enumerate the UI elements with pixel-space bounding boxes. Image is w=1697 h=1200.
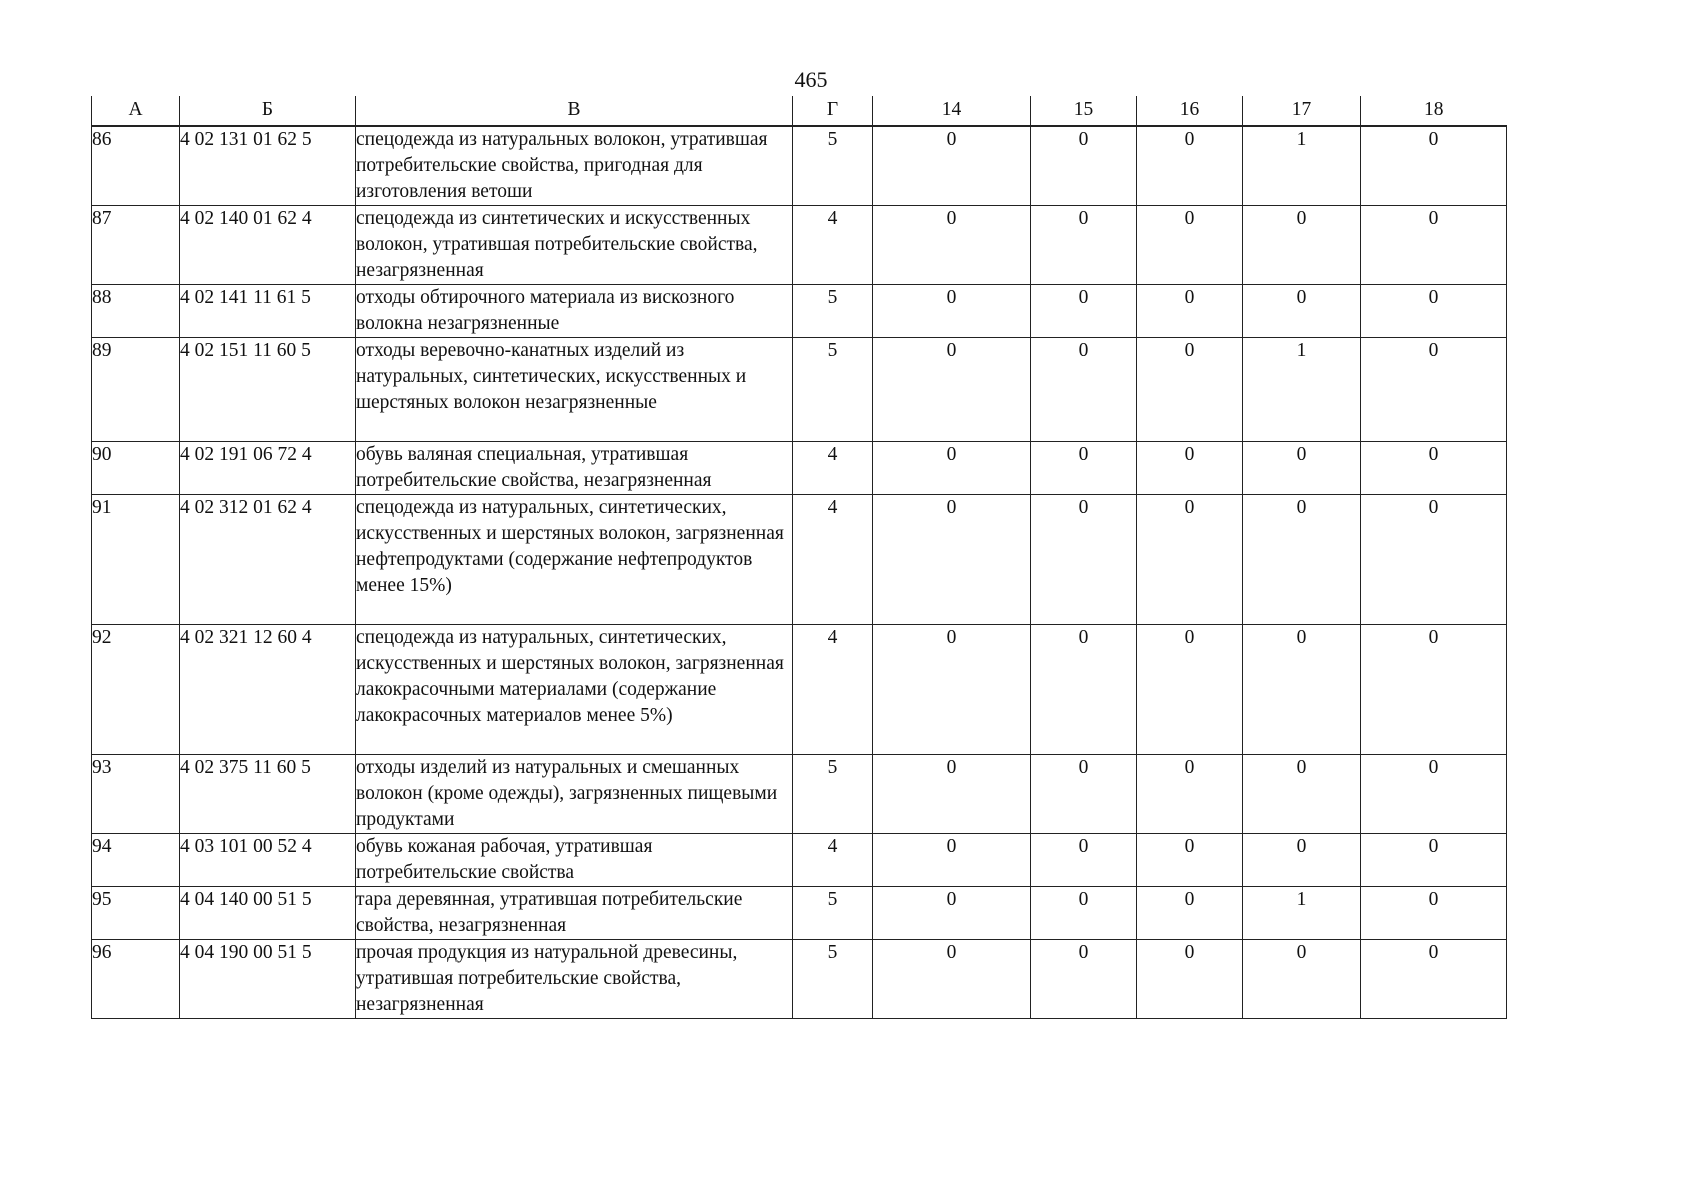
row-number: 96 [92, 940, 180, 1019]
waste-code: 4 03 101 00 52 4 [180, 834, 356, 887]
table-row [92, 206, 1507, 285]
row-number: 95 [92, 887, 180, 940]
cell-16: 0 [1137, 625, 1243, 755]
table-row [92, 442, 1507, 495]
table-row [92, 495, 1507, 625]
waste-description: спецодежда из синтетических и искусственных волокон, утратившая потребительские свойства, незагрязненная [356, 206, 793, 285]
waste-description: прочая продукция из натуральной древесины, утратившая потребительские свойства, незагрязненная [356, 940, 793, 1019]
row-number: 86 [92, 126, 180, 206]
cell-15: 0 [1031, 285, 1137, 338]
cell-17: 0 [1243, 625, 1361, 755]
waste-code: 4 02 191 06 72 4 [180, 442, 356, 495]
col-header-v: В [356, 96, 793, 126]
cell-17: 1 [1243, 338, 1361, 442]
hazard-class: 5 [793, 887, 873, 940]
cell-15: 0 [1031, 940, 1137, 1019]
cell-15: 0 [1031, 338, 1137, 442]
col-header-17: 17 [1243, 96, 1361, 126]
cell-17: 1 [1243, 887, 1361, 940]
waste-code: 4 02 312 01 62 4 [180, 495, 356, 625]
cell-18: 0 [1361, 126, 1507, 206]
waste-description: отходы изделий из натуральных и смешанных волокон (кроме одежды), загрязненных пищевыми продуктами [356, 755, 793, 834]
cell-17: 0 [1243, 755, 1361, 834]
cell-15: 0 [1031, 206, 1137, 285]
cell-16: 0 [1137, 495, 1243, 625]
waste-classification-table [91, 96, 1507, 1019]
cell-14: 0 [873, 940, 1031, 1019]
table-row [92, 285, 1507, 338]
row-number: 90 [92, 442, 180, 495]
waste-description: спецодежда из натуральных волокон, утратившая потребительские свойства, пригодная для изготовления ветоши [356, 126, 793, 206]
cell-14: 0 [873, 495, 1031, 625]
row-number: 87 [92, 206, 180, 285]
col-header-a: А [92, 96, 180, 126]
cell-18: 0 [1361, 625, 1507, 755]
cell-15: 0 [1031, 887, 1137, 940]
cell-17: 0 [1243, 285, 1361, 338]
cell-15: 0 [1031, 442, 1137, 495]
page-number: 465 [794, 67, 828, 92]
row-number: 94 [92, 834, 180, 887]
hazard-class: 4 [793, 206, 873, 285]
cell-16: 0 [1137, 940, 1243, 1019]
cell-14: 0 [873, 285, 1031, 338]
cell-14: 0 [873, 442, 1031, 495]
cell-16: 0 [1137, 285, 1243, 338]
col-header-g: Г [793, 96, 873, 126]
hazard-class: 5 [793, 755, 873, 834]
cell-18: 0 [1361, 940, 1507, 1019]
waste-code: 4 02 151 11 60 5 [180, 338, 356, 442]
cell-15: 0 [1031, 495, 1137, 625]
hazard-class: 5 [793, 338, 873, 442]
waste-description: обувь валяная специальная, утратившая потребительские свойства, незагрязненная [356, 442, 793, 495]
col-header-16: 16 [1137, 96, 1243, 126]
cell-15: 0 [1031, 834, 1137, 887]
cell-14: 0 [873, 755, 1031, 834]
table-row [92, 338, 1507, 442]
row-number: 91 [92, 495, 180, 625]
cell-16: 0 [1137, 126, 1243, 206]
table-row [92, 755, 1507, 834]
row-number: 93 [92, 755, 180, 834]
cell-17: 0 [1243, 834, 1361, 887]
row-number: 88 [92, 285, 180, 338]
waste-description: спецодежда из натуральных, синтетических, искусственных и шерстяных волокон, загрязненная нефтепродуктами (содержание нефтепродуктов менее 15%) [356, 495, 793, 625]
waste-description: обувь кожаная рабочая, утратившая потребительские свойства [356, 834, 793, 887]
row-number: 89 [92, 338, 180, 442]
waste-code: 4 02 321 12 60 4 [180, 625, 356, 755]
hazard-class: 4 [793, 495, 873, 625]
cell-18: 0 [1361, 887, 1507, 940]
table-row [92, 126, 1507, 206]
cell-14: 0 [873, 887, 1031, 940]
cell-15: 0 [1031, 625, 1137, 755]
table-row [92, 940, 1507, 1019]
cell-17: 0 [1243, 495, 1361, 625]
waste-code: 4 02 375 11 60 5 [180, 755, 356, 834]
cell-15: 0 [1031, 755, 1137, 834]
cell-18: 0 [1361, 755, 1507, 834]
cell-15: 0 [1031, 126, 1137, 206]
row-number: 92 [92, 625, 180, 755]
cell-18: 0 [1361, 206, 1507, 285]
cell-14: 0 [873, 834, 1031, 887]
col-header-b: Б [180, 96, 356, 126]
waste-code: 4 04 190 00 51 5 [180, 940, 356, 1019]
table-row [92, 887, 1507, 940]
waste-code: 4 02 131 01 62 5 [180, 126, 356, 206]
cell-16: 0 [1137, 755, 1243, 834]
waste-description: тара деревянная, утратившая потребительские свойства, незагрязненная [356, 887, 793, 940]
hazard-class: 5 [793, 940, 873, 1019]
hazard-class: 4 [793, 442, 873, 495]
waste-code: 4 02 141 11 61 5 [180, 285, 356, 338]
cell-16: 0 [1137, 834, 1243, 887]
waste-description: отходы обтирочного материала из вискозного волокна незагрязненные [356, 285, 793, 338]
hazard-class: 4 [793, 834, 873, 887]
col-header-14: 14 [873, 96, 1031, 126]
hazard-class: 5 [793, 285, 873, 338]
cell-18: 0 [1361, 442, 1507, 495]
waste-description: отходы веревочно-канатных изделий из натуральных, синтетических, искусственных и шерстяных волокон незагрязненные [356, 338, 793, 442]
cell-18: 0 [1361, 338, 1507, 442]
cell-18: 0 [1361, 285, 1507, 338]
cell-18: 0 [1361, 495, 1507, 625]
table-row [92, 625, 1507, 755]
table-row [92, 834, 1507, 887]
cell-16: 0 [1137, 887, 1243, 940]
cell-14: 0 [873, 126, 1031, 206]
header-row [92, 96, 1507, 126]
cell-16: 0 [1137, 442, 1243, 495]
cell-17: 0 [1243, 206, 1361, 285]
waste-description: спецодежда из натуральных, синтетических, искусственных и шерстяных волокон, загрязненная лакокрасочными материалами (содержание лакокрасочных материалов менее 5%) [356, 625, 793, 755]
col-header-15: 15 [1031, 96, 1137, 126]
cell-17: 0 [1243, 940, 1361, 1019]
hazard-class: 4 [793, 625, 873, 755]
waste-code: 4 04 140 00 51 5 [180, 887, 356, 940]
cell-17: 0 [1243, 442, 1361, 495]
cell-16: 0 [1137, 338, 1243, 442]
cell-14: 0 [873, 625, 1031, 755]
hazard-class: 5 [793, 126, 873, 206]
cell-14: 0 [873, 338, 1031, 442]
cell-16: 0 [1137, 206, 1243, 285]
waste-code: 4 02 140 01 62 4 [180, 206, 356, 285]
cell-18: 0 [1361, 834, 1507, 887]
cell-14: 0 [873, 206, 1031, 285]
cell-17: 1 [1243, 126, 1361, 206]
col-header-18: 18 [1361, 96, 1507, 126]
